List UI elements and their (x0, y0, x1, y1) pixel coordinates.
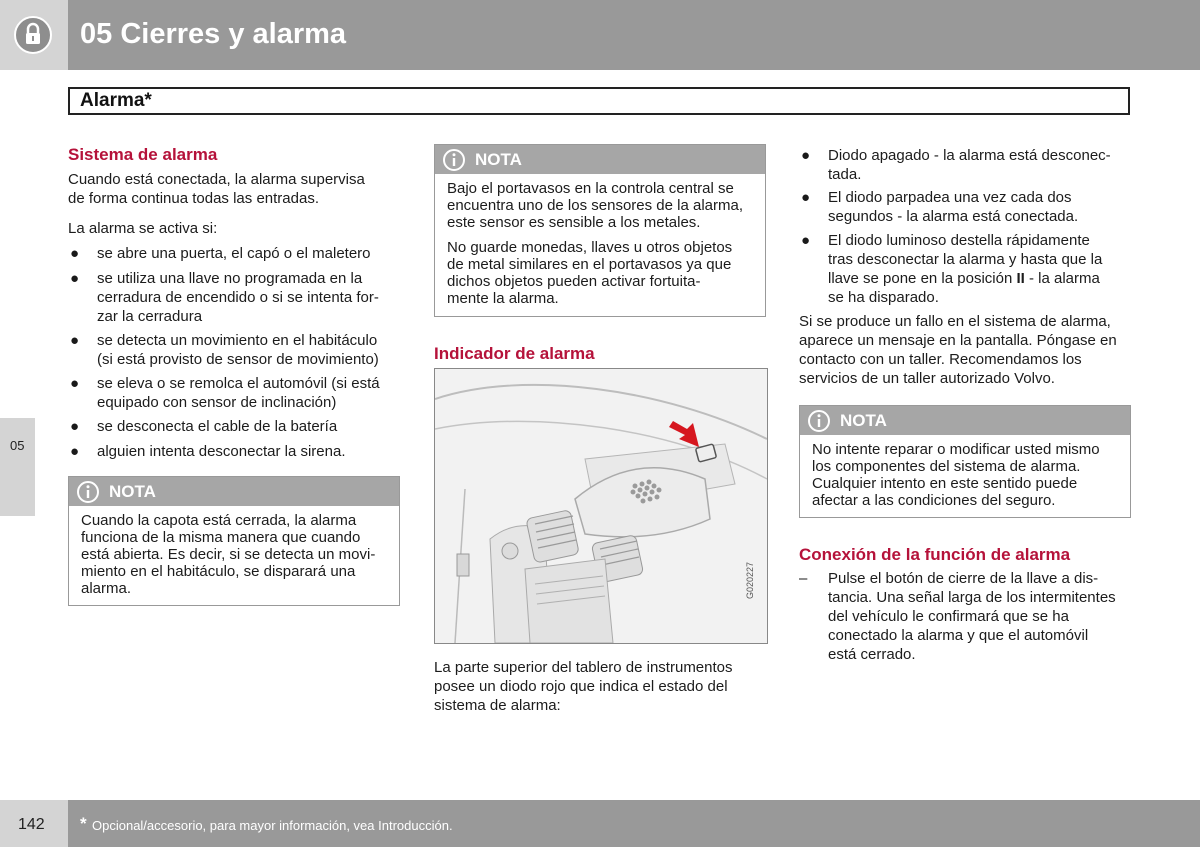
text-line: posee un diodo rojo que indica el estado del (434, 678, 728, 695)
text-line: se detecta un movimiento en el habitáculo (97, 332, 378, 349)
info-icon (807, 409, 831, 433)
bullet-dot: ● (70, 375, 80, 392)
text-line: La parte superior del tablero de instrumentos (434, 659, 733, 676)
note-text-para2 (447, 239, 757, 307)
fault-paragraph (799, 312, 1117, 388)
text-line: este sensor es sensible a los metales. (447, 214, 701, 231)
chapter-side-tab (0, 418, 35, 516)
note-text-para1 (447, 180, 757, 231)
text-line: se abre una puerta, el capó o el maletero (97, 245, 371, 262)
bullet-dot: ● (801, 189, 811, 206)
text-line: cerradura de encendido o si se intenta for- (97, 289, 379, 306)
text-line: (si está provisto de sensor de movimiento) (97, 351, 379, 368)
text-line: se desconecta el cable de la batería (97, 418, 338, 435)
dash-marker: – (799, 570, 808, 587)
text-line: alguien intenta desconectar la sirena. (97, 443, 346, 460)
text-line: Pulse el botón de cierre de la llave a dis- (828, 570, 1099, 587)
text-line: está cerrado. (828, 646, 916, 663)
bullet-dot: ● (801, 232, 811, 249)
heading-conexion-funcion-alarma: Conexión de la función de alarma (799, 545, 1071, 564)
dashboard-illustration (434, 368, 768, 644)
text-line: se ha disparado. (828, 289, 939, 306)
footnote-text: Opcional/accesorio, para mayor información, vea Introducción. (92, 818, 453, 833)
bullet-dot: ● (70, 245, 80, 262)
text-line: funciona de la misma manera que cuando (81, 529, 361, 546)
text-line: del vehículo le confirmará que se ha (828, 608, 1069, 625)
bullet-dot: ● (70, 418, 80, 435)
dashboard-drawing (435, 369, 767, 643)
text-line: los componentes del sistema de alarma. (812, 458, 1081, 475)
heading-indicador-de-alarma: Indicador de alarma (434, 344, 595, 363)
text-line: No guarde monedas, llaves u otros objetos (447, 239, 733, 256)
text-line: Diodo apagado - la alarma está desconec- (828, 147, 1111, 164)
text-line: El diodo parpadea una vez cada dos (828, 189, 1072, 206)
text-line: de metal similares en el portavasos ya que (447, 256, 732, 273)
text-line: miento en el habitáculo, se disparará una (81, 563, 356, 580)
heading-sistema-de-alarma: Sistema de alarma (68, 145, 218, 164)
text-line: servicios de un taller autorizado Volvo. (799, 370, 1055, 387)
bullet-dot: ● (70, 332, 80, 349)
text-line: segundos - la alarma está conectada. (828, 208, 1079, 225)
bullet-dot: ● (70, 443, 80, 460)
intro-paragraph (68, 170, 365, 208)
text-line: Si se produce un fallo en el sistema de alarma, (799, 313, 1111, 330)
key-position-label: II (1016, 270, 1025, 287)
text-line: alarma. (81, 580, 132, 597)
chapter-tab-number: 05 (10, 438, 25, 453)
text-line: sistema de alarma: (434, 697, 561, 714)
text-line: Bajo el portavasos en la controla central se (447, 180, 734, 197)
text-line: Cuando la capota está cerrada, la alarma (81, 512, 357, 529)
text-line: está abierta. Es decir, si se detecta un movi- (81, 546, 376, 563)
text-line: se utiliza una llave no programada en la (97, 270, 363, 287)
text-line: tancia. Una señal larga de los intermitentes (828, 589, 1116, 606)
activates-text: La alarma se activa si: (68, 220, 218, 237)
footnote-star: * (80, 814, 87, 833)
text-line: El diodo luminoso destella rápidamente (828, 232, 1090, 249)
chapter-title: 05 Cierres y alarma (80, 18, 347, 50)
text-line: dichos objetos pueden activar fortuita- (447, 273, 701, 290)
text-line: conectado la alarma y que el automóvil (828, 627, 1089, 644)
note-box-capota (68, 476, 400, 606)
text-line: encuentra uno de los sensores de la alarma, (447, 197, 744, 214)
text-line: de forma continua todas las entradas. (68, 190, 319, 207)
text-line: tada. (828, 166, 862, 183)
text-line: No intente reparar o modificar usted mismo (812, 441, 1100, 458)
text-line: tras desconectar la alarma y hasta que la (828, 251, 1103, 268)
text-line: mente la alarma. (447, 290, 559, 307)
text-line: Cuando está conectada, la alarma supervisa (68, 171, 365, 188)
text-line: contacto con un taller. Recomendamos los (799, 351, 1082, 368)
note-text (812, 441, 1122, 509)
figure-code: G020227 (745, 561, 755, 599)
figure-caption (434, 658, 733, 715)
page-number: 142 (18, 816, 45, 833)
text-line: Cualquier intento en este sentido puede (812, 475, 1078, 492)
note-label: NOTA (109, 482, 156, 501)
text-line: afectar a las condiciones del seguro. (812, 492, 1056, 509)
section-title: Alarma* (80, 90, 152, 111)
note-label: NOTA (840, 411, 887, 430)
text-line: equipado con sensor de inclinación) (97, 394, 337, 411)
text-line: se eleva o se remolca el automóvil (si está (97, 375, 380, 392)
bullet-dot: ● (801, 147, 811, 164)
text-line: aparece un mensaje en la pantalla. Póngase en (799, 332, 1117, 349)
note-label: NOTA (475, 150, 522, 169)
note-text (81, 512, 391, 597)
text-line (828, 269, 1102, 288)
info-icon (76, 480, 100, 504)
text-fragment: - la alarma (1024, 270, 1100, 287)
note-box-reparar (799, 405, 1131, 518)
text-line: zar la cerradura (97, 308, 203, 325)
info-icon (442, 148, 466, 172)
padlock-icon (14, 16, 52, 54)
text-fragment: llave se pone en la posición (828, 270, 1017, 287)
note-box-portavasos (434, 144, 766, 317)
section-title-box (68, 87, 1130, 115)
bullet-dot: ● (70, 270, 80, 287)
